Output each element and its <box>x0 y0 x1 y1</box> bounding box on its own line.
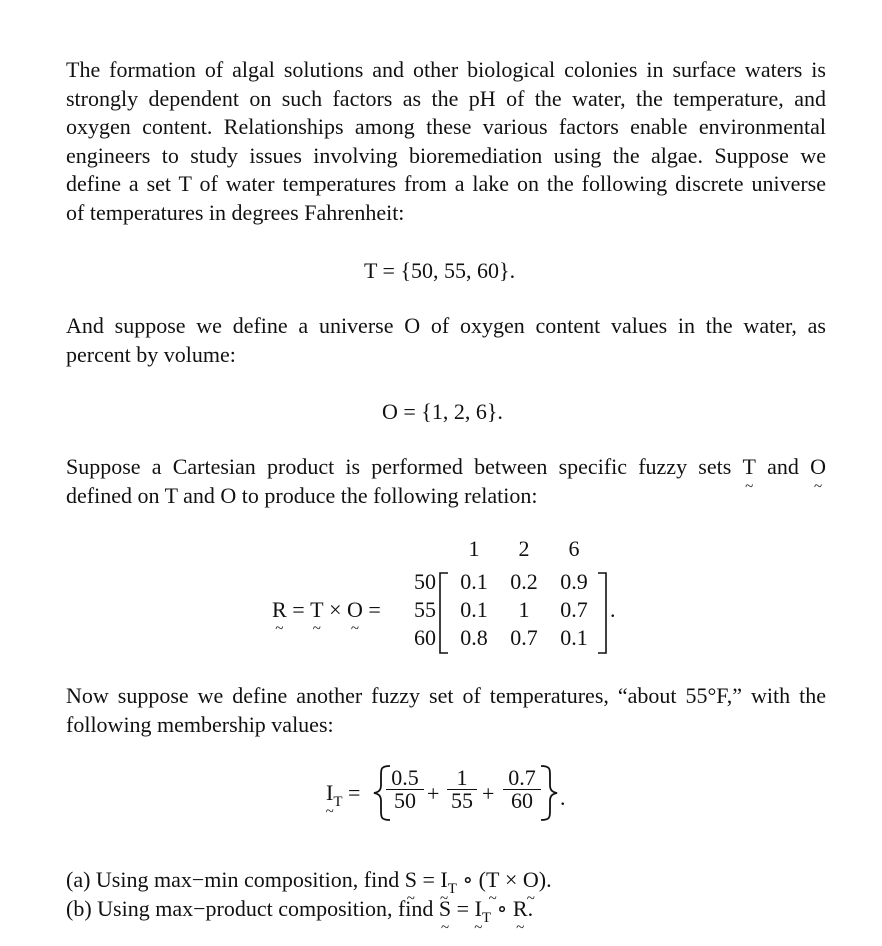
text-line: percent by volume: <box>66 341 236 367</box>
right-curly-brace <box>541 766 557 820</box>
fuzzy-set-I-symbol: I ~ <box>326 779 333 807</box>
paragraph-cartesian <box>66 453 826 510</box>
equation-temperature-universe: T = {50, 55, 60}. <box>364 258 516 283</box>
times-sign: × <box>329 597 342 622</box>
text-line: oxygen content. Relationships among these various factors enable environmental <box>66 114 826 140</box>
plus-sign: + <box>427 781 440 806</box>
equals-sign: = <box>368 597 381 622</box>
text-line: following membership values: <box>66 711 334 737</box>
text-line: The formation of algal solutions and other biological colonies in surface waters is <box>66 57 826 82</box>
element-value: 50 <box>394 788 416 813</box>
element-value: 55 <box>451 788 473 813</box>
equals-sign: = <box>456 896 470 921</box>
matrix-cell: 0.7 <box>510 625 538 650</box>
matrix-column-header: 6 <box>568 536 580 561</box>
membership-value: 0.5 <box>386 767 424 790</box>
question-text: (b) Using max−product composition, find <box>66 896 434 921</box>
fuzzy-set-subscript: T <box>333 794 343 810</box>
period: . <box>527 896 534 921</box>
plus-sign: + <box>482 781 495 806</box>
T-symbol: T ~ <box>486 866 499 894</box>
matrix-cell: 0.8 <box>460 625 488 650</box>
matrix-cell: 0.9 <box>560 569 588 594</box>
composition-operator: ∘ <box>462 867 474 892</box>
subscript-T: T <box>481 910 492 926</box>
S-symbol: S ~ <box>439 895 451 923</box>
text-line <box>66 453 826 482</box>
fuzzy-term <box>447 767 477 812</box>
text-line: engineers to study issues involving bioremediation using the algae. Suppose we <box>66 142 826 168</box>
matrix-column-header: 2 <box>518 536 530 561</box>
text-line: strongly dependent on such factors as the pH of the water, the temperature, and <box>66 85 826 111</box>
subscript-T: T <box>447 881 457 897</box>
matrix-cell: 0.1 <box>460 569 488 594</box>
matrix-cell: 0.7 <box>560 597 588 622</box>
text-line: Now suppose we define another fuzzy set of temperatures, “about 55°F,” with the <box>66 683 826 708</box>
I-symbol: I ~ <box>440 866 447 894</box>
element-value: 60 <box>511 788 533 813</box>
O-symbol: O ~ <box>523 866 539 894</box>
paragraph-intro <box>66 56 826 228</box>
question-b <box>66 895 533 926</box>
text-line: defined on T and O to produce the following relation: <box>66 482 538 508</box>
paragraph-oxygen <box>66 312 826 369</box>
I-symbol: I ~ <box>475 895 482 923</box>
equation-oxygen-universe: O = {1, 2, 6}. <box>382 399 503 424</box>
matrix-row-label: 55 <box>414 597 436 622</box>
close-paren: ). <box>538 867 552 892</box>
text-line: And suppose we define a universe O of oxygen content values in the water, as <box>66 313 826 338</box>
membership-value: 1 <box>447 767 477 790</box>
R-symbol: R ~ <box>513 895 528 923</box>
equals-sign: = <box>422 867 435 892</box>
matrix-cell: 0.2 <box>510 569 538 594</box>
curly-braces <box>0 0 1 1</box>
membership-value: 0.7 <box>503 767 541 790</box>
matrix-row-label: 60 <box>414 625 436 650</box>
composition-operator: ∘ <box>496 896 508 921</box>
fuzzy-term <box>386 767 424 812</box>
matrix-cell: 1 <box>518 597 530 622</box>
S-symbol: S ~ <box>405 866 417 894</box>
text-line: of temperatures in degrees Fahrenheit: <box>66 199 405 225</box>
fuzzy-term <box>503 767 541 812</box>
right-bracket <box>598 573 606 653</box>
question-a <box>66 866 552 897</box>
matrix-row-label: 50 <box>414 569 436 594</box>
relation-period: . <box>610 597 616 622</box>
text-fragment: and <box>767 454 799 479</box>
left-bracket <box>440 573 448 653</box>
matrix-cell: 0.1 <box>560 625 588 650</box>
matrix-cell: 0.1 <box>460 597 488 622</box>
fuzzy-set-period: . <box>560 785 566 810</box>
question-text: (a) Using max−min composition, find <box>66 867 400 892</box>
equals-sign: = <box>348 780 361 805</box>
relation-R-symbol: R ~ <box>272 596 287 624</box>
paragraph-about-55 <box>66 682 826 739</box>
fuzzy-set-lhs <box>326 779 360 810</box>
text-line: define a set T of water temperatures from a lake on the following discrete universe <box>66 171 826 197</box>
fuzzy-set-O: O ~ <box>810 453 826 482</box>
equals-sign: = <box>292 597 305 622</box>
relation-T-symbol: T ~ <box>310 596 323 624</box>
open-paren: ( <box>478 867 486 892</box>
matrix-column-header: 1 <box>468 536 480 561</box>
relation-lhs <box>272 596 381 624</box>
relation-O-symbol: O ~ <box>347 596 363 624</box>
fuzzy-set-T: T ~ <box>742 453 755 482</box>
times-sign: × <box>504 867 518 892</box>
text-fragment: Suppose a Cartesian product is performed between specific fuzzy sets <box>66 454 732 479</box>
